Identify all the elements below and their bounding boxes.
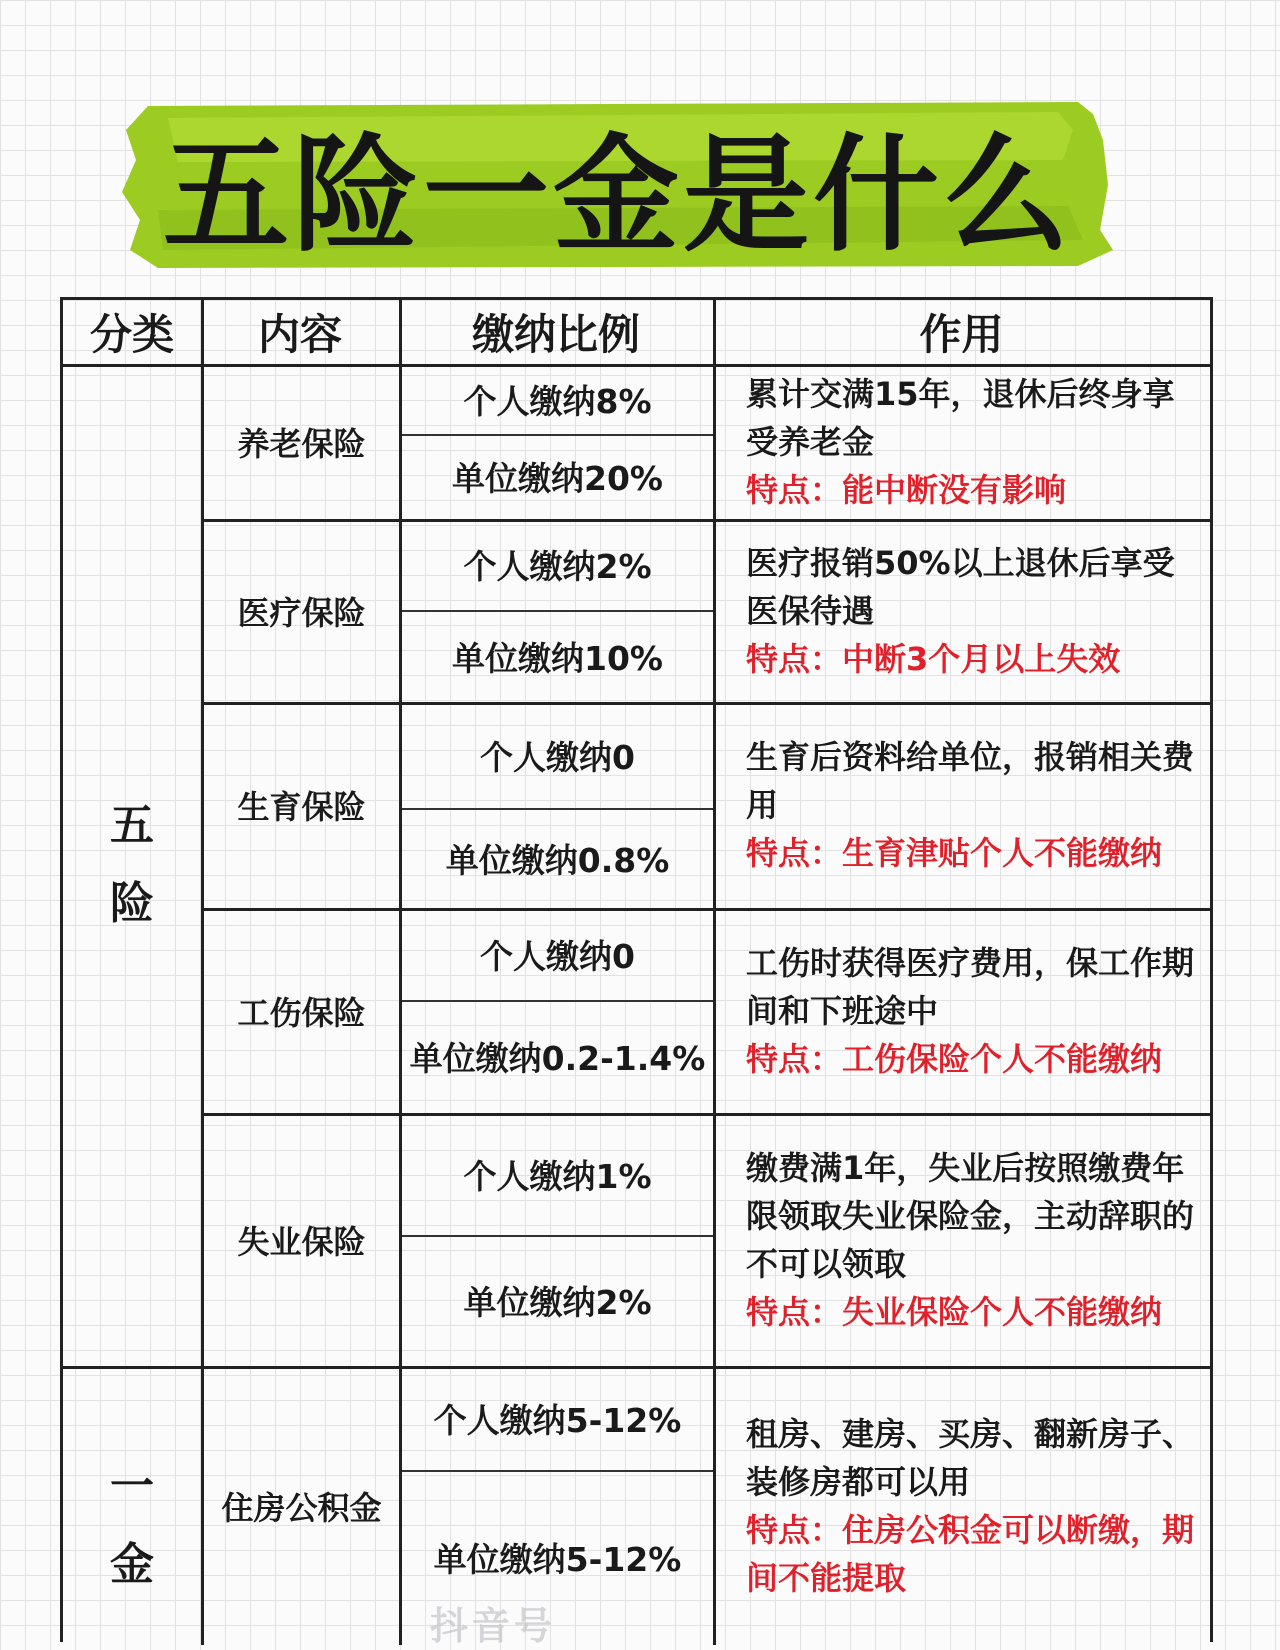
- effect-cell: [716, 364, 1210, 519]
- page-title: 五险一金是什么: [163, 121, 1073, 269]
- feature-note: 特点：生育津贴个人不能缴纳: [746, 834, 1163, 872]
- effect-description: 累计交满15年，退休后终身享受养老金: [746, 374, 1175, 461]
- feature-note: 特点：失业保险个人不能缴纳: [746, 1292, 1163, 1331]
- company-rate: 单位缴纳5-12%: [433, 1540, 682, 1579]
- company-rate: 单位缴纳2%: [463, 1283, 652, 1322]
- company-rate: 单位缴纳0.2-1.4%: [409, 1039, 706, 1078]
- effect-text: [746, 1144, 1202, 1336]
- personal-rate: 个人缴纳8%: [463, 381, 652, 421]
- effect-description: 生育后资料给单位，报销相关费用: [746, 738, 1195, 824]
- category-char: 五: [110, 800, 154, 851]
- feature-note: 特点：工伤保险个人不能缴纳: [746, 1039, 1163, 1078]
- title-banner: [118, 100, 1118, 270]
- feature-note: 特点：住房公积金可以断缴，期间不能提取: [746, 1510, 1195, 1597]
- company-rate: 单位缴纳10%: [452, 638, 663, 678]
- watermark-text: 抖音号: [430, 1604, 557, 1648]
- company-rate: 单位缴纳20%: [452, 459, 663, 498]
- category-five-insurances: [63, 364, 201, 1366]
- header-cell: 分类: [89, 310, 174, 359]
- effect-description: 工伤时获得医疗费用，保工作期间和下班途中: [746, 943, 1195, 1030]
- header-cell: 缴纳比例: [471, 310, 640, 359]
- insurance-name: 失业保险: [237, 1222, 366, 1261]
- insurance-table: [60, 297, 1213, 1642]
- insurance-name: 生育保险: [237, 788, 366, 826]
- company-rate: 单位缴纳0.8%: [445, 840, 670, 880]
- category-one-fund: [63, 1366, 201, 1645]
- personal-rate: 个人缴纳0: [480, 936, 635, 976]
- insurance-name: 住房公积金: [221, 1488, 382, 1527]
- effect-text: [746, 733, 1202, 877]
- insurance-name: 养老保险: [237, 424, 366, 463]
- effect-cell: [716, 519, 1210, 702]
- header-cell: 作用: [919, 310, 1004, 359]
- personal-rate: 个人缴纳0: [480, 737, 635, 777]
- effect-description: 租房、建房、买房、翻新房子、装修房都可以用: [746, 1414, 1195, 1501]
- effect-text: [746, 539, 1202, 683]
- insurance-name: 医疗保险: [237, 593, 366, 632]
- category-char: 一: [110, 1460, 154, 1512]
- header-cell: 内容: [257, 310, 342, 359]
- insurance-name: 工伤保险: [237, 993, 366, 1032]
- feature-note: 特点：能中断没有影响: [746, 470, 1067, 509]
- effect-cell: [716, 908, 1210, 1113]
- effect-cell: [716, 702, 1210, 908]
- effect-cell: [716, 1113, 1210, 1366]
- personal-rate: 个人缴纳2%: [463, 547, 652, 586]
- category-char: 险: [110, 878, 154, 929]
- effect-text: [746, 370, 1202, 514]
- effect-text: [746, 939, 1202, 1083]
- effect-description: 缴费满1年，失业后按照缴费年限领取失业保险金，主动辞职的不可以领取: [746, 1148, 1195, 1283]
- feature-note: 特点：中断3个月以上失效: [746, 639, 1121, 678]
- category-char: 金: [110, 1538, 154, 1590]
- personal-rate: 个人缴纳1%: [463, 1156, 652, 1196]
- personal-rate: 个人缴纳5-12%: [433, 1400, 682, 1440]
- effect-text: [746, 1410, 1202, 1602]
- effect-cell: [716, 1366, 1210, 1645]
- effect-description: 医疗报销50%以上退休后享受医保待遇: [746, 543, 1175, 630]
